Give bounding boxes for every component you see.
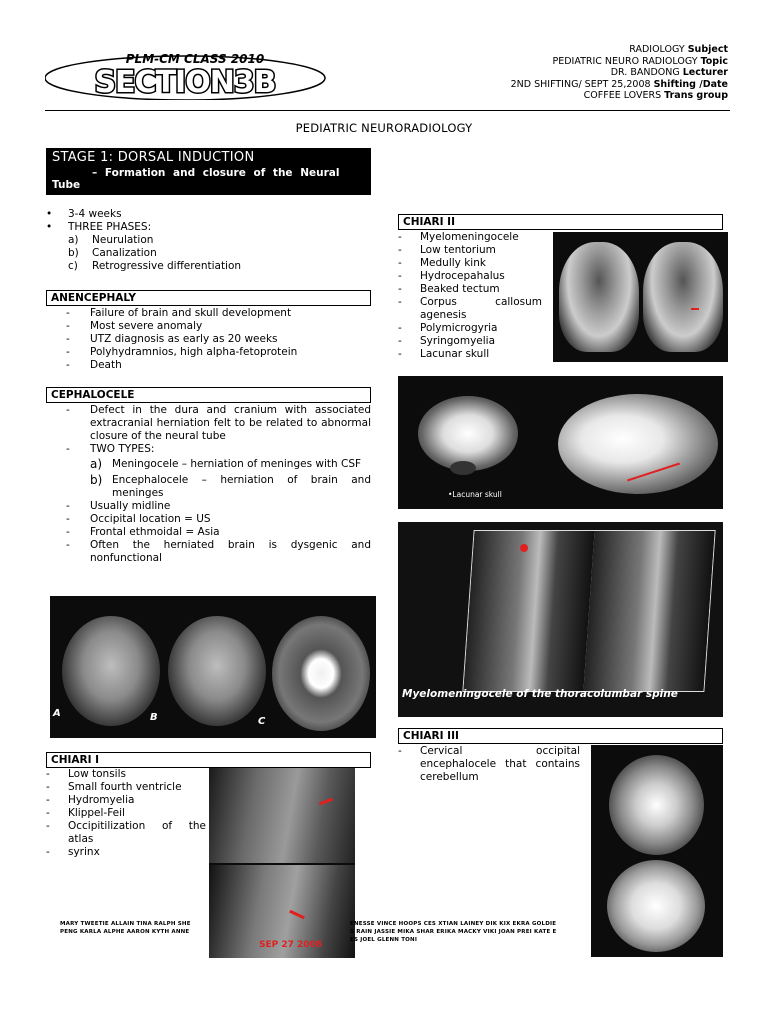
list-item: - Defect in the dura and cranium with associated extracranial herniation felt to be related to abnormal closure of the neural tube <box>46 404 371 443</box>
meta-topic: PEDIATRIC NEURO RADIOLOGY Topic <box>552 55 728 67</box>
list-item: - syrinx <box>46 846 206 859</box>
list-item: - Corpus callosum agenesis <box>398 296 542 322</box>
myelomeningocele-mri-image <box>398 522 723 717</box>
list-item: - Klippel-Feil <box>46 807 206 820</box>
page-title: PEDIATRIC NEURORADIOLOGY <box>295 121 473 135</box>
list-item: - Frontal ethmoidal = Asia <box>46 526 371 539</box>
list-item: - Hydromyelia <box>46 794 206 807</box>
lacunar-skull-xray-image <box>398 376 723 509</box>
list-item: - Low tonsils <box>46 768 206 781</box>
list-item: - Death <box>46 359 371 372</box>
list-item: - Polyhydramnios, high alpha-fetoprotein <box>46 346 371 359</box>
header-meta <box>388 44 728 102</box>
myelomeningocele-caption: Myelomeningocele of the thoracolumbar spine <box>402 688 678 700</box>
chiari1-heading: CHIARI I <box>46 752 371 768</box>
image-date-stamp: SEP 27 2008 <box>259 940 323 950</box>
anencephaly-list <box>46 307 371 372</box>
list-item: • 3-4 weeks <box>46 208 371 221</box>
chiari2-list <box>398 231 542 361</box>
list-item: b) Encephalocele – herniation of brain and meninges <box>90 473 371 499</box>
list-item: a) Neurulation <box>68 234 154 246</box>
list-item: - Myelomeningocele <box>398 231 542 244</box>
intro-section <box>46 208 371 273</box>
list-item: - Lacunar skull <box>398 348 542 361</box>
stage-heading: STAGE 1: DORSAL INDUCTION <box>52 150 255 165</box>
stage-subheading: – Formation and closure of the Neural Tube <box>52 167 340 191</box>
logo-line2: SECTION3B <box>94 65 276 100</box>
list-item: - Low tentorium <box>398 244 542 257</box>
meta-trans-group: COFFEE LOVERS Trans group <box>583 90 728 101</box>
chiari1-list <box>46 768 206 859</box>
chiari3-heading: CHIARI III <box>398 728 723 744</box>
list-item: - Syringomyelia <box>398 335 542 348</box>
contributors-footer <box>60 920 600 944</box>
list-item: - Failure of brain and skull development <box>46 307 371 320</box>
list-item: - Occipitilization of the atlas <box>46 820 206 846</box>
image-label-a: A <box>53 708 61 719</box>
list-item: - Beaked tectum <box>398 283 542 296</box>
list-item: • THREE PHASES: <box>46 221 371 234</box>
list-item: - Most severe anomaly <box>46 320 371 333</box>
list-item: - Polymicrogyria <box>398 322 542 335</box>
image-label-b: B <box>150 712 158 723</box>
cephalocele-list <box>46 404 371 565</box>
list-item: c) Retrogressive differentiation <box>68 260 242 272</box>
footer-line: PENG KARLA ALPHE AARON KYTH ANNE S RAIN JASSIE MIKA SHAR ERIKA MACKY VIKI JOAN PREI KATE E <box>60 929 557 935</box>
stage-heading-box <box>46 148 371 195</box>
lacunar-skull-caption: •Lacunar skull <box>448 490 502 499</box>
list-item: - UTZ diagnosis as early as 20 weeks <box>46 333 371 346</box>
logo-line1: PLM-CM CLASS 2010 <box>125 52 265 66</box>
list-item: - Cervical occipital encephalocele that contains cerebellum <box>398 745 580 784</box>
meta-subject: RADIOLOGY Subject <box>629 44 728 55</box>
chiari3-list <box>398 745 580 784</box>
list-item: - TWO TYPES: <box>46 443 371 456</box>
chiari2-heading: CHIARI II <box>398 214 723 230</box>
section-logo <box>45 48 335 100</box>
list-item: - Small fourth ventricle <box>46 781 206 794</box>
cephalocele-mri-image <box>50 596 376 738</box>
image-label-c: C <box>258 716 266 727</box>
footer-line: MARY TWEETIE ALLAIN TINA RALPH SHE ENESSE VINCE HOOPS CES XTIAN LAINEY DIK KIX EKRA GOLDIE <box>60 921 557 927</box>
meta-lecturer: DR. BANDONG Lecturer <box>610 67 728 78</box>
anencephaly-heading: ANENCEPHALY <box>46 290 371 306</box>
chiari3-ct-image <box>591 745 723 957</box>
list-item: - Occipital location = US <box>46 513 371 526</box>
chiari2-sagittal-mri-image <box>553 232 728 362</box>
list-item: - Often the herniated brain is dysgenic and nonfunctional <box>46 539 371 565</box>
meta-shifting-date: 2ND SHIFTING/ SEPT 25,2008 Shifting /Date <box>510 78 728 90</box>
list-item: b) Canalization <box>68 247 157 259</box>
list-item: - Usually midline <box>46 500 371 513</box>
list-item: - Medully kink <box>398 257 542 270</box>
footer-line: ES JOEL GLENN TONI <box>350 937 418 943</box>
cephalocele-heading: CEPHALOCELE <box>46 387 371 403</box>
header-divider <box>45 110 730 111</box>
list-item: a) Meningocele – herniation of meninges with CSF <box>90 457 362 471</box>
list-item: - Hydrocepahalus <box>398 270 542 283</box>
